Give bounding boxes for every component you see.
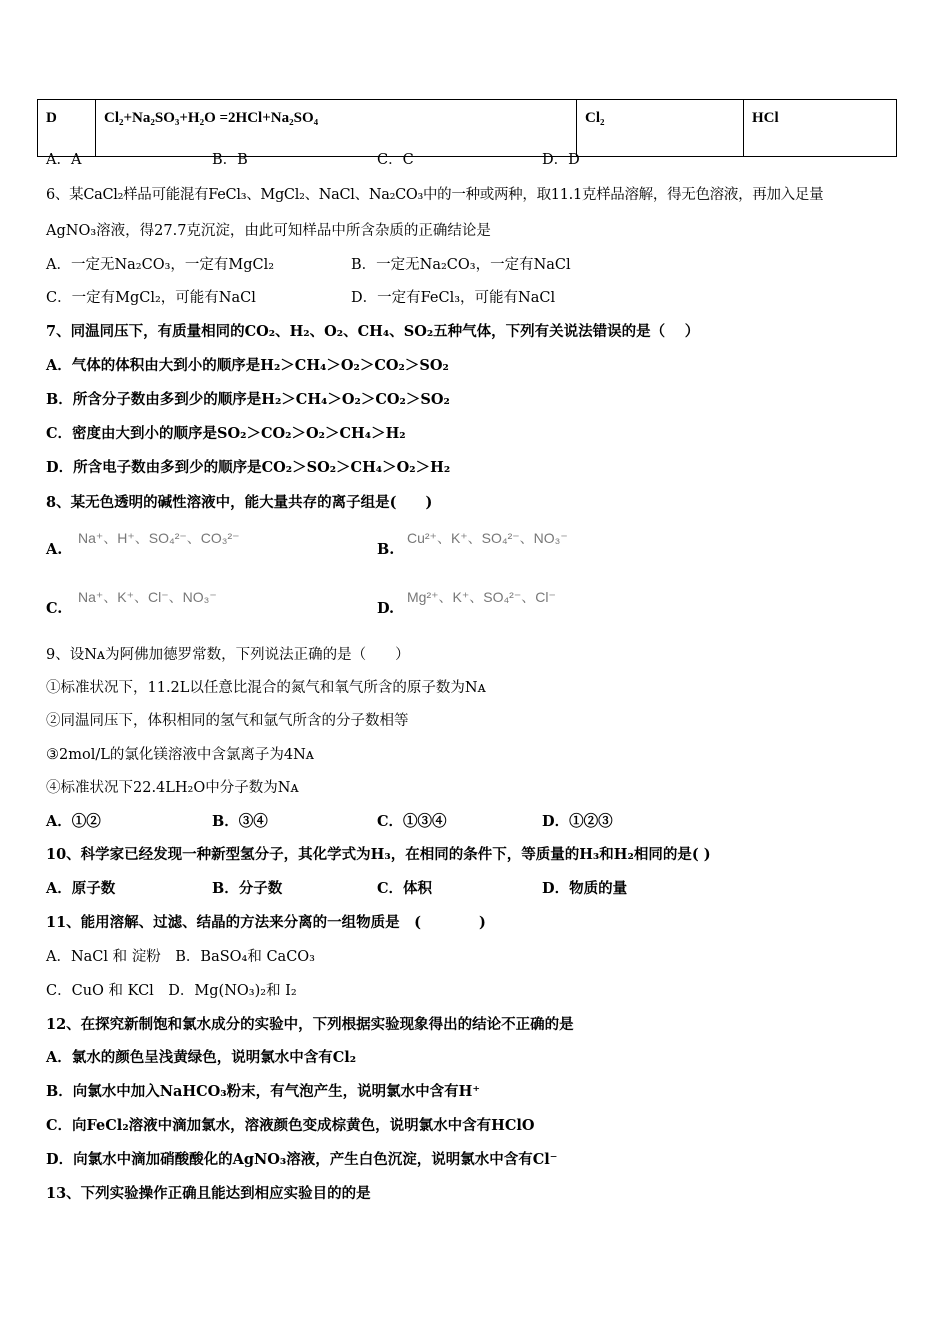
q6-option-c: C．一定有MgCl₂，可能有NaCl (46, 290, 256, 306)
q7-option-c: C．密度由大到小的顺序是SO₂＞CO₂＞O₂＞CH₄＞H₂ (46, 425, 406, 442)
q10-stem: 10、科学家已经发现一种新型氢分子，其化学式为H₃，在相同的条件下，等质量的H₃和H₂相同的是( ) (46, 846, 711, 863)
q6-option-b: B．一定无Na₂CO₃，一定有NaCl (351, 257, 571, 273)
q5-option-b: B．B (212, 152, 248, 168)
q8-option-c-ions: Na⁺、K⁺、Cl⁻、NO₃⁻ (78, 589, 217, 605)
q8-option-d-ions: Mg²⁺、K⁺、SO₄²⁻、Cl⁻ (407, 589, 556, 605)
q5-option-c: C．C (377, 152, 414, 168)
q8-option-d-label: D. (377, 600, 395, 617)
q9-statement-4: ④标准状况下22.4LH₂O中分子数为Nᴀ (46, 780, 299, 796)
q5-option-d: D．D (542, 152, 580, 168)
q9-option-b: B．③④ (212, 813, 268, 830)
q7-option-a: A．气体的体积由大到小的顺序是H₂＞CH₄＞O₂＞CO₂＞SO₂ (46, 357, 449, 374)
table-row (38, 100, 897, 157)
table-cell: HCl (744, 100, 897, 157)
q9-statement-3: ③2mol/L的氯化镁溶液中含氯离子为4Nᴀ (46, 747, 314, 763)
q6-stem-line1: 6、某CaCl₂样品可能混有FeCl₃、MgCl₂、NaCl、Na₂CO₃中的一种或两种，取11.1克样品溶解，得无色溶液，再加入足量 (46, 187, 824, 203)
q11-options-line2: C．CuO 和 KCl D．Mg(NO₃)₂和 I₂ (46, 983, 297, 999)
q6-option-d: D．一定有FeCl₃，可能有NaCl (351, 290, 556, 306)
q12-option-b: B．向氯水中加入NaHCO₃粉末，有气泡产生，说明氯水中含有H⁺ (46, 1083, 480, 1100)
q10-option-a: A．原子数 (46, 880, 116, 897)
q11-options-line1: A．NaCl 和 淀粉 B．BaSO₄和 CaCO₃ (46, 949, 315, 965)
q11-stem: 11、能用溶解、过滤、结晶的方法来分离的一组物质是 ( ) (46, 914, 486, 931)
q7-option-b: B．所含分子数由多到少的顺序是H₂＞CH₄＞O₂＞CO₂＞SO₂ (46, 391, 450, 408)
table-cell: Cl₂ (577, 100, 744, 157)
q8-stem: 8、某无色透明的碱性溶液中，能大量共存的离子组是( ) (46, 494, 433, 511)
q9-option-c: C．①③④ (377, 813, 447, 830)
q9-statement-1: ①标准状况下，11.2L以任意比混合的氮气和氧气所含的原子数为Nᴀ (46, 680, 486, 696)
q8-option-a-ions: Na⁺、H⁺、SO₄²⁻、CO₃²⁻ (78, 530, 240, 546)
q8-option-b-label: B. (377, 541, 395, 558)
q9-option-a: A．①② (46, 813, 101, 830)
q6-stem-line2: AgNO₃溶液，得27.7克沉淀，由此可知样品中所含杂质的正确结论是 (46, 223, 491, 239)
q8-option-a-label: A. (46, 541, 63, 558)
answer-table (37, 99, 897, 157)
q10-option-d: D．物质的量 (542, 880, 628, 897)
q9-option-d: D．①②③ (542, 813, 613, 830)
q12-option-d: D．向氯水中滴加硝酸酸化的AgNO₃溶液，产生白色沉淀，说明氯水中含有Cl⁻ (46, 1151, 558, 1168)
q8-option-c-label: C. (46, 600, 63, 617)
q12-stem: 12、在探究新制饱和氯水成分的实验中，下列根据实验现象得出的结论不正确的是 (46, 1016, 574, 1033)
q9-stem: 9、设Nᴀ为阿佛加德罗常数，下列说法正确的是（ ） (46, 647, 410, 663)
table-cell: D (38, 100, 96, 157)
q10-option-c: C．体积 (377, 880, 433, 897)
q12-option-c: C．向FeCl₂溶液中滴加氯水，溶液颜色变成棕黄色，说明氯水中含有HClO (46, 1117, 535, 1134)
q6-option-a: A．一定无Na₂CO₃，一定有MgCl₂ (46, 257, 275, 273)
q8-option-b-ions: Cu²⁺、K⁺、SO₄²⁻、NO₃⁻ (407, 530, 568, 546)
q5-option-a: A．A (46, 152, 82, 168)
q7-stem: 7、同温同压下，有质量相同的CO₂、H₂、O₂、CH₄、SO₂五种气体，下列有关说法错误的是（ ） (46, 323, 700, 340)
q10-option-b: B．分子数 (212, 880, 283, 897)
table-cell: Cl₂+Na₂SO₃+H₂O =2HCl+Na₂SO₄ (96, 100, 577, 157)
q13-stem: 13、下列实验操作正确且能达到相应实验目的的是 (46, 1185, 371, 1202)
q12-option-a: A．氯水的颜色呈浅黄绿色，说明氯水中含有Cl₂ (46, 1049, 357, 1066)
q7-option-d: D．所含电子数由多到少的顺序是CO₂＞SO₂＞CH₄＞O₂＞H₂ (46, 459, 451, 476)
q9-statement-2: ②同温同压下，体积相同的氢气和氩气所含的分子数相等 (46, 713, 409, 729)
